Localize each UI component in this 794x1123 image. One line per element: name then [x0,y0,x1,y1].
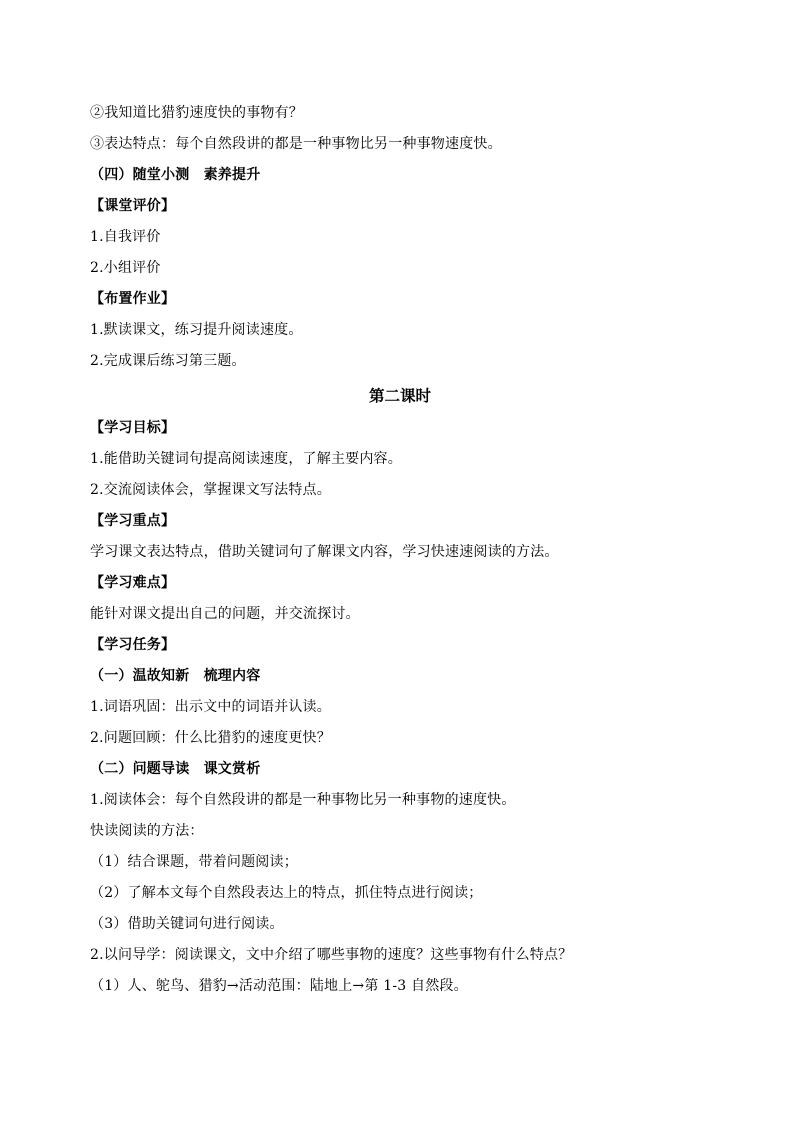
lesson-title: 第二课时 [368,386,431,405]
text-line: 2.完成课后练习第三题。 [90,353,246,369]
text-line: 2.以问导学：阅读课文，文中介绍了哪些事物的速度？这些事物有什么特点？ [90,947,573,963]
text-line: 1.词语巩固：出示文中的词语并认读。 [90,699,331,715]
text-line: 1.自我评价 [90,229,161,245]
text-line: 1.能借助关键词句提高阅读速度，了解主要内容。 [90,451,402,467]
text-line: （1）结合课题，带着问题阅读； [90,854,298,870]
text-line: 快读阅读的方法： [90,823,204,839]
text-line: （2）了解本文每个自然段表达上的特点，抓住特点进行阅读； [90,885,483,901]
text-line: 1.阅读体会：每个自然段讲的都是一种事物比另一种事物的速度快。 [90,792,516,808]
section-heading: 【学习任务】 [90,637,176,653]
section-heading: 【学习重点】 [90,513,176,529]
text-line: 2.小组评价 [90,260,161,276]
section-heading: 【课堂评价】 [90,198,176,214]
text-line: 2.交流阅读体会，掌握课文写法特点。 [90,482,331,498]
section-heading: 【学习目标】 [90,420,176,436]
text-line: 能针对课文提出自己的问题，并交流探讨。 [90,606,360,622]
text-line: 1.默读课文，练习提升阅读速度。 [90,322,303,338]
text-line: 2.问题回顾：什么比猎豹的速度更快？ [90,730,331,746]
text-line: 学习课文表达特点，借助关键词句了解课文内容，学习快速速阅读的方法。 [90,544,559,560]
document-body [90,98,710,1002]
text-line: ③表达特点：每个自然段讲的都是一种事物比另一种事物速度快。 [90,136,502,152]
text-line: ②我知道比猎豹速度快的事物有？ [90,105,303,121]
text-line: （3）借助关键词句进行阅读。 [90,916,284,932]
section-heading: 【布置作业】 [90,291,176,307]
section-heading: （四）随堂小测 素养提升 [90,167,261,183]
text-line: （1）人、鸵鸟、猎豹→活动范围：陆地上→第 1-3 自然段。 [90,978,468,994]
section-heading: 【学习难点】 [90,575,176,591]
section-heading: （一）温故知新 梳理内容 [90,668,261,684]
section-heading: （二）问题导读 课文赏析 [90,761,261,777]
